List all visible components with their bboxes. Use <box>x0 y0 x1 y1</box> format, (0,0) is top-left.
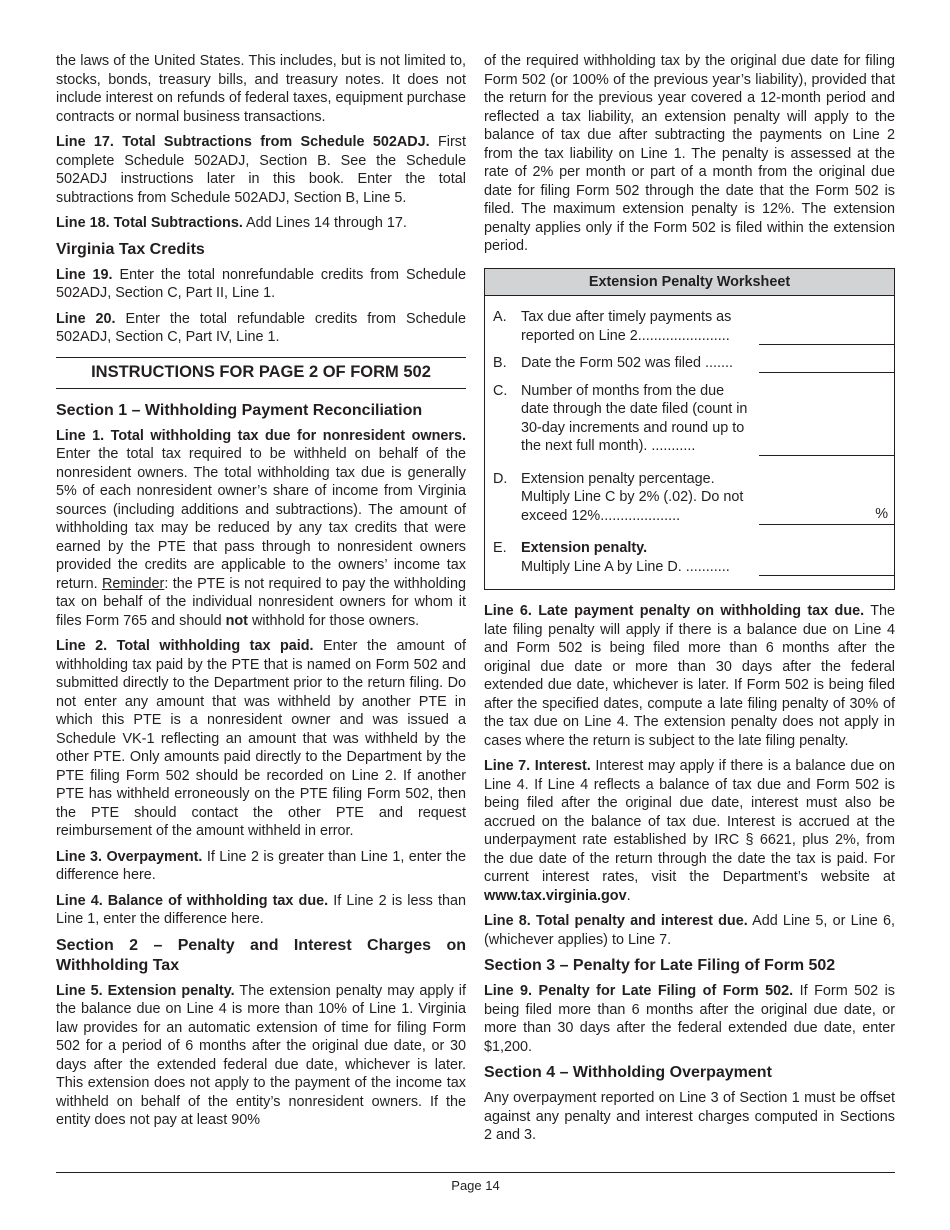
worksheet-row-e-title: Extension penalty. <box>521 540 648 556</box>
worksheet-field-a[interactable] <box>759 308 894 345</box>
line8-title: Line 8. Total penalty and interest due. <box>484 913 748 929</box>
line1-reminder: Reminder <box>101 575 165 592</box>
line2-paragraph <box>56 637 466 841</box>
line1-text-a: Enter the total tax required to be withheld on behalf of the nonresident owners. The total withholding tax due is generally 5% of each nonresident owner’s share of income from Virginia sources (including additions and subtractions). The amount of withholding tax may be reduced by any tax credits that were earned by the PTE that pass through to nonresident owners provided the credits are applicable to the owners’ income tax return. <box>56 446 466 592</box>
line20-title: Line 20. <box>56 310 116 327</box>
worksheet-row-text <box>521 539 751 576</box>
worksheet-row-d <box>485 470 894 526</box>
worksheet-letter: E. <box>493 540 507 556</box>
line5-text: The extension penalty may apply if the balance due on Line 4 is more than 10% of Line 1. Virginia law provides for an automatic extension of time for filing Form 502 for a period of 6 months after the original due date, or 30 days after the extended federal due date, whichever is later. This extension does not apply to the payment of the income tax withheld on behalf of the entity’s nonresident owners. If the entity does not pay at least 90% <box>56 982 466 1128</box>
line5-title: Line 5. Extension penalty. <box>56 982 235 999</box>
credits-heading: Virginia Tax Credits <box>56 240 205 258</box>
line3-text: If Line 2 is greater than Line 1, enter the difference here. <box>56 848 466 883</box>
line8-paragraph <box>484 912 895 949</box>
line6-text: The late filing penalty will apply if there is a balance due on Line 4 and Form 502 is being filed more than 6 months after the original due date or more than 30 days after the federal extended due date, whichever is later. If Form 502 is being filed after the specified dates, compute a late filing penalty of 30% of the tax due on Line 4. The extension penalty does not apply in cases where the return is subject to the late filing penalty. <box>484 603 895 749</box>
line5-paragraph <box>56 982 466 1130</box>
line5-continued-paragraph: of the required withholding tax by the original due date for filing Form 502 (or 100% of the previous year’s liability), provided that the return for the previous year covered a 12-month period and reflected a tax liability, an extension penalty will apply to the balance of tax due after subtracting the payments on Line 2 from the tax liability on Line 1. The penalty is assessed at the rate of 2% per month or part of a month from the original due date for filing Form 502 through the date that the Form 502 is filed. The maximum extension penalty is 12%. The extension penalty applies only if the Form 502 is filed within the extension period. <box>484 53 895 254</box>
line9-title: Line 9. Penalty for Late Filing of Form 502. <box>484 983 794 999</box>
worksheet-row-e-text: Multiply Line A by Line D. ........... <box>521 558 730 575</box>
intro-paragraph: the laws of the United States. This includes, but is not limited to, stocks, bonds, treasury bills, and treasury notes. It does not include interest on refunds of federal taxes, equipment purchase contracts or normal business transactions. <box>56 53 466 125</box>
line4-paragraph <box>56 892 466 929</box>
line2-text: Enter the amount of withholding tax paid by the PTE that is named on Form 502 and submitted directly to the Department prior to the return filing. Do not enter any amount that was withheld by another PTE in which this PTE is a nonresident owner and was issued a Schedule VK-1 reflecting an amount that was withheld by the other PTE. Only amounts paid directly to the Department by the PTE filing Form 502 should be recorded on Line 2. If another PTE has withheld erroneously on the PTE filing Form 502, then the PTE should contact the other PTE and request reimbursement of the amount withheld in error. <box>56 638 466 839</box>
section1-heading: Section 1 – Withholding Payment Reconciliation <box>56 401 423 419</box>
line18-paragraph <box>56 214 466 233</box>
line1-not: not <box>225 612 248 629</box>
line7-paragraph <box>484 757 895 905</box>
line3-title: Line 3. Overpayment. <box>56 848 203 865</box>
worksheet-row-c <box>485 382 894 456</box>
line3-paragraph <box>56 848 466 885</box>
worksheet-letter: C. <box>493 382 508 399</box>
line1-paragraph <box>56 427 466 631</box>
line4-title: Line 4. Balance of withholding tax due. <box>56 892 329 909</box>
page-number: Page 14 <box>451 1178 500 1193</box>
line20-text: Enter the total refundable credits from Schedule 502ADJ, Section C, Part IV, Line 1. <box>56 310 466 345</box>
line17-text: First complete Schedule 502ADJ, Section B. See the Schedule 502ADJ instructions later in this book. Enter the total subtractions from Schedule 502ADJ, Section B, Line 5. <box>56 134 466 206</box>
worksheet-letter: A. <box>493 309 507 325</box>
worksheet-letter: D. <box>493 470 508 487</box>
right-column <box>484 52 895 1152</box>
worksheet-field-e[interactable] <box>759 539 894 576</box>
section3-heading: Section 3 – Penalty for Late Filing of Form 502 <box>484 957 836 974</box>
line9-text: If Form 502 is being filed more than 6 months after the original due date, or more than 30 days after the federal extended due date, enter $1,200. <box>484 983 896 1055</box>
page2-instructions-banner: INSTRUCTIONS FOR PAGE 2 OF FORM 502 <box>56 357 466 389</box>
worksheet-field-c[interactable] <box>759 382 894 456</box>
worksheet-row-text: Tax due after timely payments as reported on Line 2....................... <box>521 309 732 344</box>
percent-sign: % <box>875 505 888 522</box>
line20-paragraph <box>56 310 466 347</box>
line1-text-c: withhold for those owners. <box>247 612 420 629</box>
section2-heading: Section 2 – Penalty and Interest Charges on Withholding Tax <box>56 936 466 974</box>
line4-text: If Line 2 is less than Line 1, enter the difference here. <box>56 892 466 927</box>
tax-website-link[interactable]: www.tax.virginia.gov <box>484 887 627 904</box>
line1-text-b: : the PTE is not required to pay the withholding tax on behalf of the individual nonresident owners for whom it files Form 765 and should <box>56 575 466 629</box>
extension-penalty-worksheet <box>484 268 895 591</box>
line17-title: Line 17. Total Subtractions from Schedule 502ADJ. <box>56 134 430 150</box>
worksheet-letter: B. <box>493 355 507 371</box>
line7-end: . <box>626 887 631 904</box>
line19-text: Enter the total nonrefundable credits from Schedule 502ADJ, Section C, Part II, Line 1. <box>56 266 466 301</box>
worksheet-title: Extension Penalty Worksheet <box>485 269 894 297</box>
line19-title: Line 19. <box>56 266 113 283</box>
line7-title: Line 7. Interest. <box>484 758 591 774</box>
line1-title: Line 1. Total withholding tax due for nonresident owners. <box>56 427 466 444</box>
left-column <box>56 52 466 1137</box>
line2-title: Line 2. Total withholding tax paid. <box>56 638 314 654</box>
worksheet-row-text: Number of months from the due date through the date filed (count in 30-day increments and round up to the next full month). ........... <box>521 382 748 454</box>
line8-text: Add Line 5, or Line 6, (whichever applies) to Line 7. <box>484 913 895 948</box>
worksheet-field-b[interactable] <box>759 354 894 373</box>
line7-text: Interest may apply if there is a balance due on Line 4. If Line 4 reflects a balance of tax due and Form 502 is being filed after the original due date, interest must also be accrued on the balance of tax due. Interest is accrued at the underpayment rate established by IRC § 6621, plus 2%, from the due date of the return through the date the tax is paid. For current interest rates, visit the Department’s website at <box>484 758 896 885</box>
worksheet-row-a <box>485 308 894 345</box>
line18-title: Line 18. Total Subtractions. <box>56 215 243 231</box>
line17-paragraph <box>56 133 466 207</box>
line6-title: Line 6. Late payment penalty on withholding tax due. <box>484 603 865 619</box>
section4-heading: Section 4 – Withholding Overpayment <box>484 1064 772 1081</box>
line6-paragraph <box>484 602 895 750</box>
line19-paragraph <box>56 266 466 303</box>
section4-paragraph: Any overpayment reported on Line 3 of Section 1 must be offset against any penalty and interest charges computed in Sections 2 and 3. <box>484 1090 895 1143</box>
line9-paragraph <box>484 982 895 1056</box>
worksheet-row-text: Extension penalty percentage. Multiply Line C by 2% (.02). Do not exceed 12%.................... <box>521 470 744 524</box>
worksheet-field-d[interactable] <box>759 470 894 526</box>
worksheet-row-e <box>485 539 894 576</box>
worksheet-row-text: Date the Form 502 was filed ....... <box>521 355 733 371</box>
worksheet-row-b <box>485 354 894 373</box>
page-footer <box>56 1172 895 1193</box>
line18-text: Add Lines 14 through 17. <box>242 215 407 231</box>
